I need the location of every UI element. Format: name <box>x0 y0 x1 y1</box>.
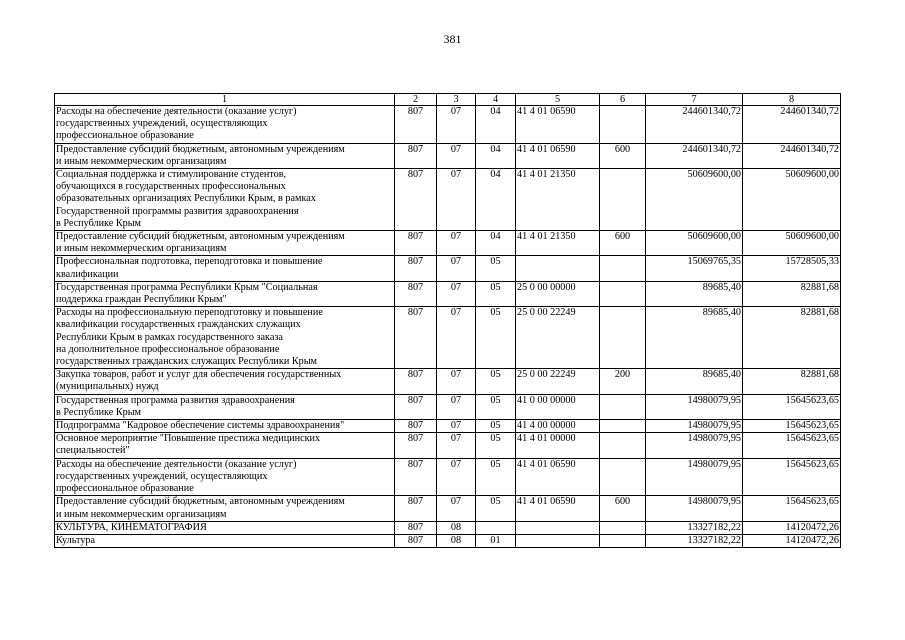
table-row <box>55 496 841 521</box>
row-name-cell: Предоставление субсидий бюджетным, автономным учреждениям и иным некоммерческим организациям <box>55 143 395 168</box>
table-row <box>55 534 841 547</box>
row-code-cell: 25 0 00 00000 <box>516 281 600 306</box>
row-amount-2-cell: 244601340,72 <box>743 143 841 168</box>
row-amount-1-cell: 15069765,35 <box>646 256 743 281</box>
row-col2-cell: 807 <box>395 169 437 231</box>
row-col2-cell: 807 <box>395 458 437 496</box>
page-number: 381 <box>443 32 462 46</box>
table-row <box>55 433 841 458</box>
row-code-cell <box>516 521 600 534</box>
row-col2-cell: 807 <box>395 521 437 534</box>
table-body <box>55 106 841 548</box>
row-amount-2-cell: 15645623,65 <box>743 420 841 433</box>
row-col6-cell <box>600 394 646 419</box>
row-amount-2-cell: 82881,68 <box>743 281 841 306</box>
row-col4-cell: 05 <box>476 496 516 521</box>
row-col2-cell: 807 <box>395 496 437 521</box>
row-code-cell: 41 4 00 00000 <box>516 420 600 433</box>
row-col6-cell <box>600 433 646 458</box>
row-name-cell: Расходы на профессиональную переподготовку и повышение квалификации государственных гражданских служащих Республики Крым в рамках государственного заказа на дополнительное профессиональное образование государственных гражданских служащих Республики Крым <box>55 307 395 369</box>
row-col6-cell: 600 <box>600 496 646 521</box>
row-code-cell <box>516 534 600 547</box>
column-header: 4 <box>476 94 516 106</box>
row-amount-2-cell: 82881,68 <box>743 369 841 394</box>
row-amount-2-cell: 244601340,72 <box>743 106 841 144</box>
row-code-cell: 41 4 01 00000 <box>516 433 600 458</box>
column-header: 1 <box>55 94 395 106</box>
row-col6-cell <box>600 256 646 281</box>
row-col4-cell: 05 <box>476 256 516 281</box>
row-name-cell: Государственная программа развития здравоохранения в Республике Крым <box>55 394 395 419</box>
row-col2-cell: 807 <box>395 231 437 256</box>
row-col4-cell: 05 <box>476 394 516 419</box>
row-name-cell: Расходы на обеспечение деятельности (оказание услуг) государственных учреждений, осуществляющих профессиональное образование <box>55 458 395 496</box>
row-col6-cell <box>600 169 646 231</box>
row-col2-cell: 807 <box>395 307 437 369</box>
row-col4-cell: 04 <box>476 143 516 168</box>
row-amount-1-cell: 14980079,95 <box>646 458 743 496</box>
row-amount-2-cell: 50609600,00 <box>743 169 841 231</box>
row-col6-cell <box>600 307 646 369</box>
row-name-cell: Социальная поддержка и стимулирование студентов, обучающихся в государственных профессиональных образовательных организациях Республики Крым, в рамках Государственной программы развития здравоохранения в Республике Крым <box>55 169 395 231</box>
row-col2-cell: 807 <box>395 369 437 394</box>
row-code-cell: 25 0 00 22249 <box>516 307 600 369</box>
column-header: 8 <box>743 94 841 106</box>
row-amount-1-cell: 89685,40 <box>646 281 743 306</box>
row-name-cell: Профессиональная подготовка, переподготовка и повышение квалификации <box>55 256 395 281</box>
row-amount-1-cell: 13327182,22 <box>646 521 743 534</box>
row-col4-cell: 05 <box>476 307 516 369</box>
row-col6-cell: 600 <box>600 231 646 256</box>
table-row <box>55 369 841 394</box>
row-code-cell: 41 4 01 06590 <box>516 458 600 496</box>
row-col3-cell: 07 <box>437 307 476 369</box>
row-col4-cell: 04 <box>476 106 516 144</box>
table-row <box>55 106 841 144</box>
row-col2-cell: 807 <box>395 534 437 547</box>
row-amount-2-cell: 82881,68 <box>743 307 841 369</box>
row-amount-2-cell: 15645623,65 <box>743 496 841 521</box>
row-amount-1-cell: 14980079,95 <box>646 496 743 521</box>
row-code-cell: 41 4 01 06590 <box>516 106 600 144</box>
row-code-cell: 41 4 01 06590 <box>516 143 600 168</box>
table-row <box>55 394 841 419</box>
row-col2-cell: 807 <box>395 256 437 281</box>
row-amount-2-cell: 15645623,65 <box>743 433 841 458</box>
row-amount-1-cell: 14980079,95 <box>646 394 743 419</box>
row-amount-1-cell: 50609600,00 <box>646 231 743 256</box>
row-col4-cell: 05 <box>476 420 516 433</box>
table-row <box>55 169 841 231</box>
row-name-cell: Расходы на обеспечение деятельности (оказание услуг) государственных учреждений, осуществляющих профессиональное образование <box>55 106 395 144</box>
column-header: 6 <box>600 94 646 106</box>
row-col6-cell <box>600 420 646 433</box>
row-amount-2-cell: 14120472,26 <box>743 534 841 547</box>
row-name-cell: Предоставление субсидий бюджетным, автономным учреждениям и иным некоммерческим организациям <box>55 231 395 256</box>
table-row <box>55 256 841 281</box>
row-amount-1-cell: 244601340,72 <box>646 106 743 144</box>
row-col3-cell: 07 <box>437 281 476 306</box>
table-row <box>55 307 841 369</box>
table-row <box>55 231 841 256</box>
row-col3-cell: 08 <box>437 521 476 534</box>
row-col6-cell <box>600 534 646 547</box>
budget-table <box>54 93 841 548</box>
row-col6-cell <box>600 458 646 496</box>
row-col4-cell: 05 <box>476 281 516 306</box>
row-name-cell: Закупка товаров, работ и услуг для обеспечения государственных (муниципальных) нужд <box>55 369 395 394</box>
row-name-cell: КУЛЬТУРА, КИНЕМАТОГРАФИЯ <box>55 521 395 534</box>
row-code-cell: 41 4 01 06590 <box>516 496 600 521</box>
row-amount-2-cell: 50609600,00 <box>743 231 841 256</box>
row-col3-cell: 07 <box>437 433 476 458</box>
row-name-cell: Основное мероприятие "Повышение престижа медицинских специальностей" <box>55 433 395 458</box>
row-col3-cell: 07 <box>437 169 476 231</box>
row-col6-cell: 200 <box>600 369 646 394</box>
column-header: 3 <box>437 94 476 106</box>
row-amount-2-cell: 15728505,33 <box>743 256 841 281</box>
row-amount-2-cell: 15645623,65 <box>743 394 841 419</box>
row-name-cell: Предоставление субсидий бюджетным, автономным учреждениям и иным некоммерческим организациям <box>55 496 395 521</box>
row-code-cell <box>516 256 600 281</box>
row-col6-cell <box>600 106 646 144</box>
row-amount-1-cell: 89685,40 <box>646 369 743 394</box>
row-col2-cell: 807 <box>395 106 437 144</box>
row-amount-2-cell: 14120472,26 <box>743 521 841 534</box>
column-header: 2 <box>395 94 437 106</box>
row-code-cell: 41 4 01 21350 <box>516 169 600 231</box>
column-header: 5 <box>516 94 600 106</box>
table-row <box>55 281 841 306</box>
row-col4-cell <box>476 521 516 534</box>
row-col4-cell: 01 <box>476 534 516 547</box>
row-col6-cell <box>600 281 646 306</box>
row-col3-cell: 07 <box>437 458 476 496</box>
row-col2-cell: 807 <box>395 143 437 168</box>
row-col6-cell: 600 <box>600 143 646 168</box>
column-header: 7 <box>646 94 743 106</box>
row-amount-1-cell: 13327182,22 <box>646 534 743 547</box>
row-col4-cell: 05 <box>476 369 516 394</box>
row-col2-cell: 807 <box>395 281 437 306</box>
row-code-cell: 41 0 00 00000 <box>516 394 600 419</box>
row-col4-cell: 05 <box>476 458 516 496</box>
row-col2-cell: 807 <box>395 394 437 419</box>
row-col3-cell: 07 <box>437 256 476 281</box>
table-row <box>55 420 841 433</box>
row-amount-1-cell: 14980079,95 <box>646 433 743 458</box>
row-col3-cell: 07 <box>437 106 476 144</box>
row-col3-cell: 07 <box>437 496 476 521</box>
row-col3-cell: 07 <box>437 369 476 394</box>
row-col2-cell: 807 <box>395 420 437 433</box>
row-col3-cell: 08 <box>437 534 476 547</box>
row-col4-cell: 04 <box>476 231 516 256</box>
table-row <box>55 143 841 168</box>
row-amount-1-cell: 50609600,00 <box>646 169 743 231</box>
row-col4-cell: 04 <box>476 169 516 231</box>
row-amount-1-cell: 14980079,95 <box>646 420 743 433</box>
row-amount-2-cell: 15645623,65 <box>743 458 841 496</box>
row-col4-cell: 05 <box>476 433 516 458</box>
row-name-cell: Государственная программа Республики Крым "Социальная поддержка граждан Республики Крым" <box>55 281 395 306</box>
row-code-cell: 41 4 01 21350 <box>516 231 600 256</box>
table-row <box>55 521 841 534</box>
row-code-cell: 25 0 00 22249 <box>516 369 600 394</box>
table-header-row <box>55 94 841 106</box>
row-amount-1-cell: 244601340,72 <box>646 143 743 168</box>
row-col3-cell: 07 <box>437 231 476 256</box>
table-row <box>55 458 841 496</box>
row-col3-cell: 07 <box>437 143 476 168</box>
row-name-cell: Подпрограмма "Кадровое обеспечение системы здравоохранения" <box>55 420 395 433</box>
row-col3-cell: 07 <box>437 394 476 419</box>
row-name-cell: Культура <box>55 534 395 547</box>
row-col3-cell: 07 <box>437 420 476 433</box>
row-amount-1-cell: 89685,40 <box>646 307 743 369</box>
row-col2-cell: 807 <box>395 433 437 458</box>
row-col6-cell <box>600 521 646 534</box>
